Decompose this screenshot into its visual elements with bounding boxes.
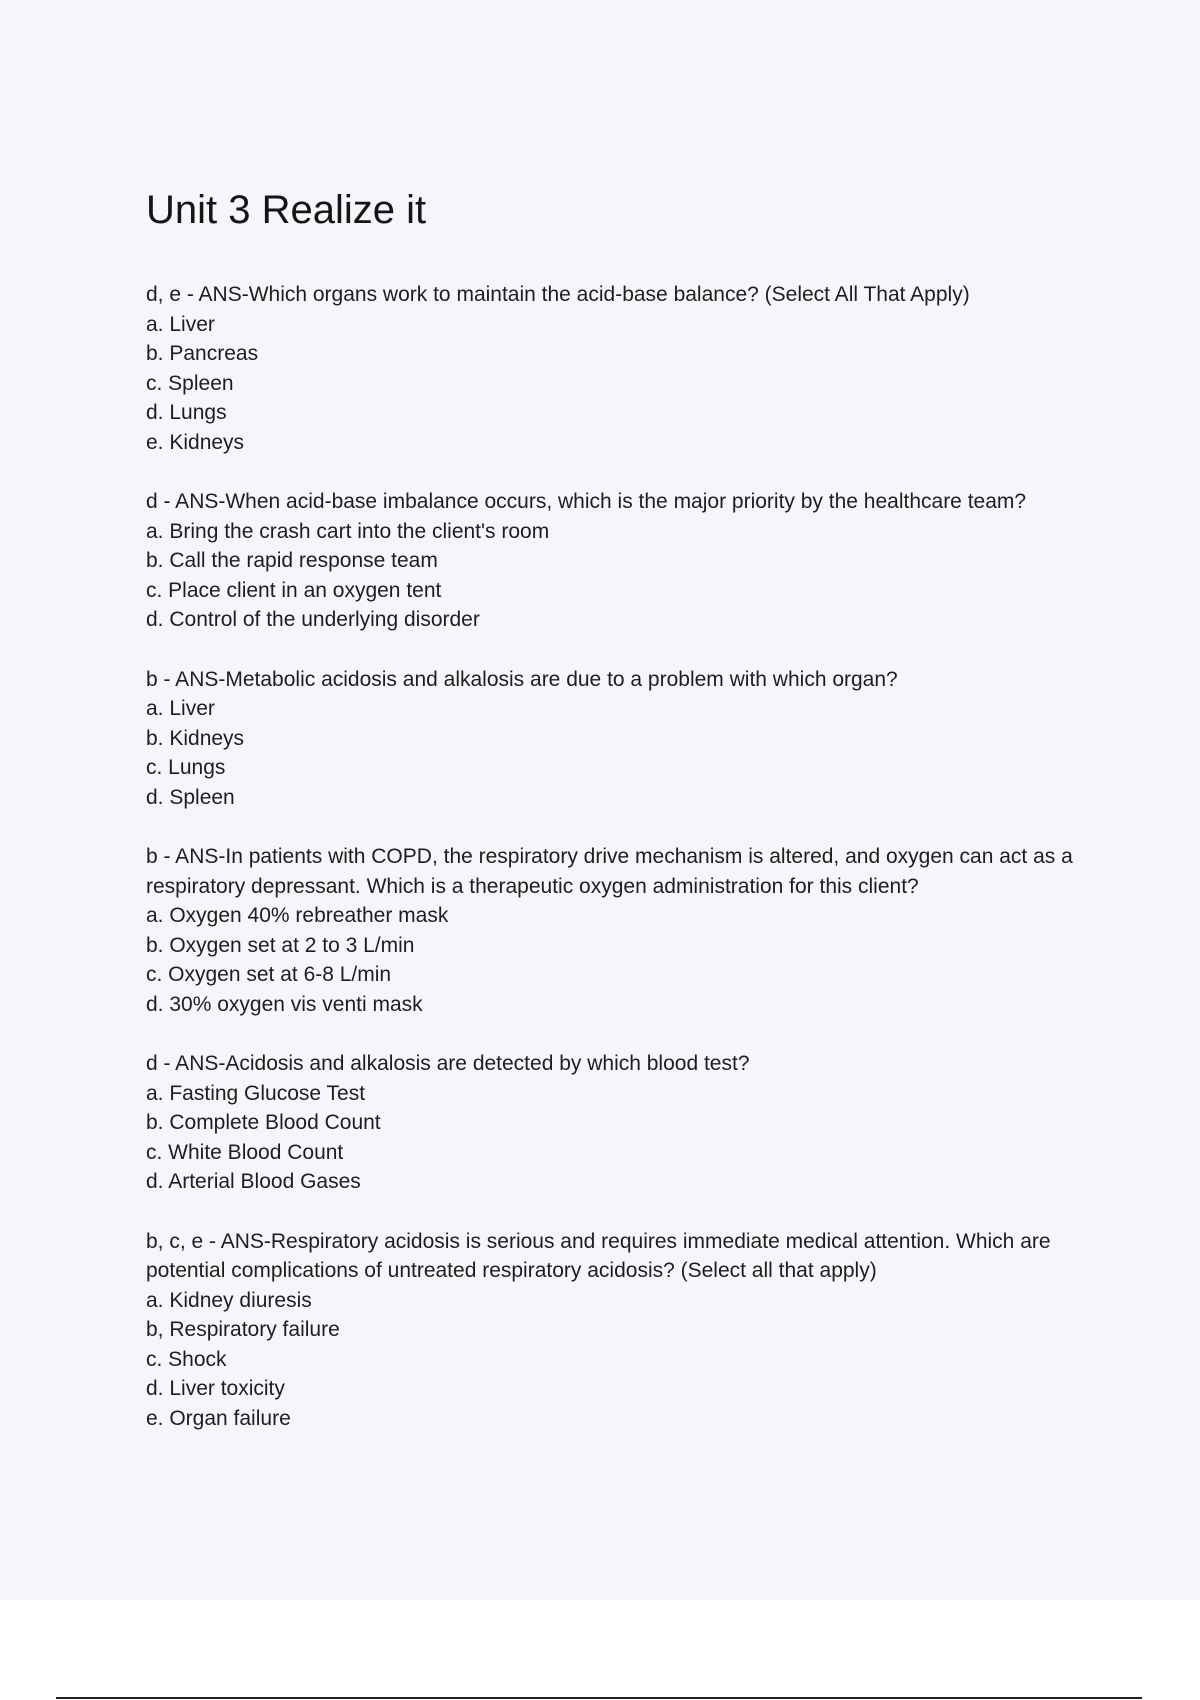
- answer-option: b. Complete Blood Count: [146, 1111, 381, 1134]
- question-text: b, c, e - ANS-Respiratory acidosis is serious and requires immediate medical attention. Which are potential complications of untreated respiratory acidosis? (Select all that apply): [146, 1229, 1051, 1282]
- question-text: b - ANS-Metabolic acidosis and alkalosis are due to a problem with which organ?: [146, 667, 898, 691]
- answer-option: a. Liver: [146, 312, 215, 336]
- answer-option: b. Oxygen set at 2 to 3 L/min: [146, 933, 415, 957]
- question-3: [146, 665, 1106, 813]
- answer-option: a. Liver: [146, 697, 215, 720]
- answer-option: d. Control of the underlying disorder: [146, 608, 480, 631]
- answer-option: b. Kidneys: [146, 726, 245, 750]
- page-title: Unit 3 Realize it: [146, 188, 427, 232]
- answer-option: c. Lungs: [146, 756, 226, 779]
- footer-divider: [56, 1697, 1142, 1699]
- question-6: [146, 1227, 1106, 1434]
- answer-option: d. Liver toxicity: [146, 1377, 285, 1400]
- answer-option: d. Arterial Blood Gases: [146, 1170, 361, 1193]
- document-content: [146, 186, 1106, 1433]
- answer-option: d. Spleen: [146, 785, 235, 809]
- answer-option: b. Call the rapid response team: [146, 549, 438, 572]
- question-text: d - ANS-Acidosis and alkalosis are detected by which blood test?: [146, 1052, 750, 1075]
- answer-option: d. 30% oxygen vis venti mask: [146, 992, 423, 1016]
- answer-option: a. Bring the crash cart into the client's room: [146, 519, 550, 543]
- question-2: [146, 487, 1106, 635]
- question-text: d, e - ANS-Which organs work to maintain the acid-base balance? (Select All That Apply): [146, 283, 970, 306]
- answer-option: c. White Blood Count: [146, 1140, 344, 1164]
- answer-option: e. Organ failure: [146, 1406, 291, 1430]
- answer-option: d. Lungs: [146, 401, 227, 424]
- answer-option: e. Kidneys: [146, 430, 245, 454]
- answer-option: a. Oxygen 40% rebreather mask: [146, 904, 449, 927]
- answer-option: b. Pancreas: [146, 342, 259, 365]
- answer-option: c. Spleen: [146, 371, 234, 395]
- answer-option: b, Respiratory failure: [146, 1318, 340, 1341]
- answer-option: c. Oxygen set at 6-8 L/min: [146, 963, 392, 986]
- answer-option: c. Shock: [146, 1347, 227, 1371]
- question-4: [146, 842, 1106, 1019]
- answer-option: a. Kidney diuresis: [146, 1288, 312, 1312]
- answer-option: a. Fasting Glucose Test: [146, 1081, 366, 1105]
- question-5: [146, 1049, 1106, 1197]
- question-text: d - ANS-When acid-base imbalance occurs, which is the major priority by the healthcare team?: [146, 490, 1027, 513]
- answer-option: c. Place client in an oxygen tent: [146, 578, 442, 602]
- question-1: [146, 280, 1106, 457]
- question-text: b - ANS-In patients with COPD, the respiratory drive mechanism is altered, and oxygen can act as a respiratory depressant. Which is a therapeutic oxygen administration for this client?: [146, 845, 1073, 898]
